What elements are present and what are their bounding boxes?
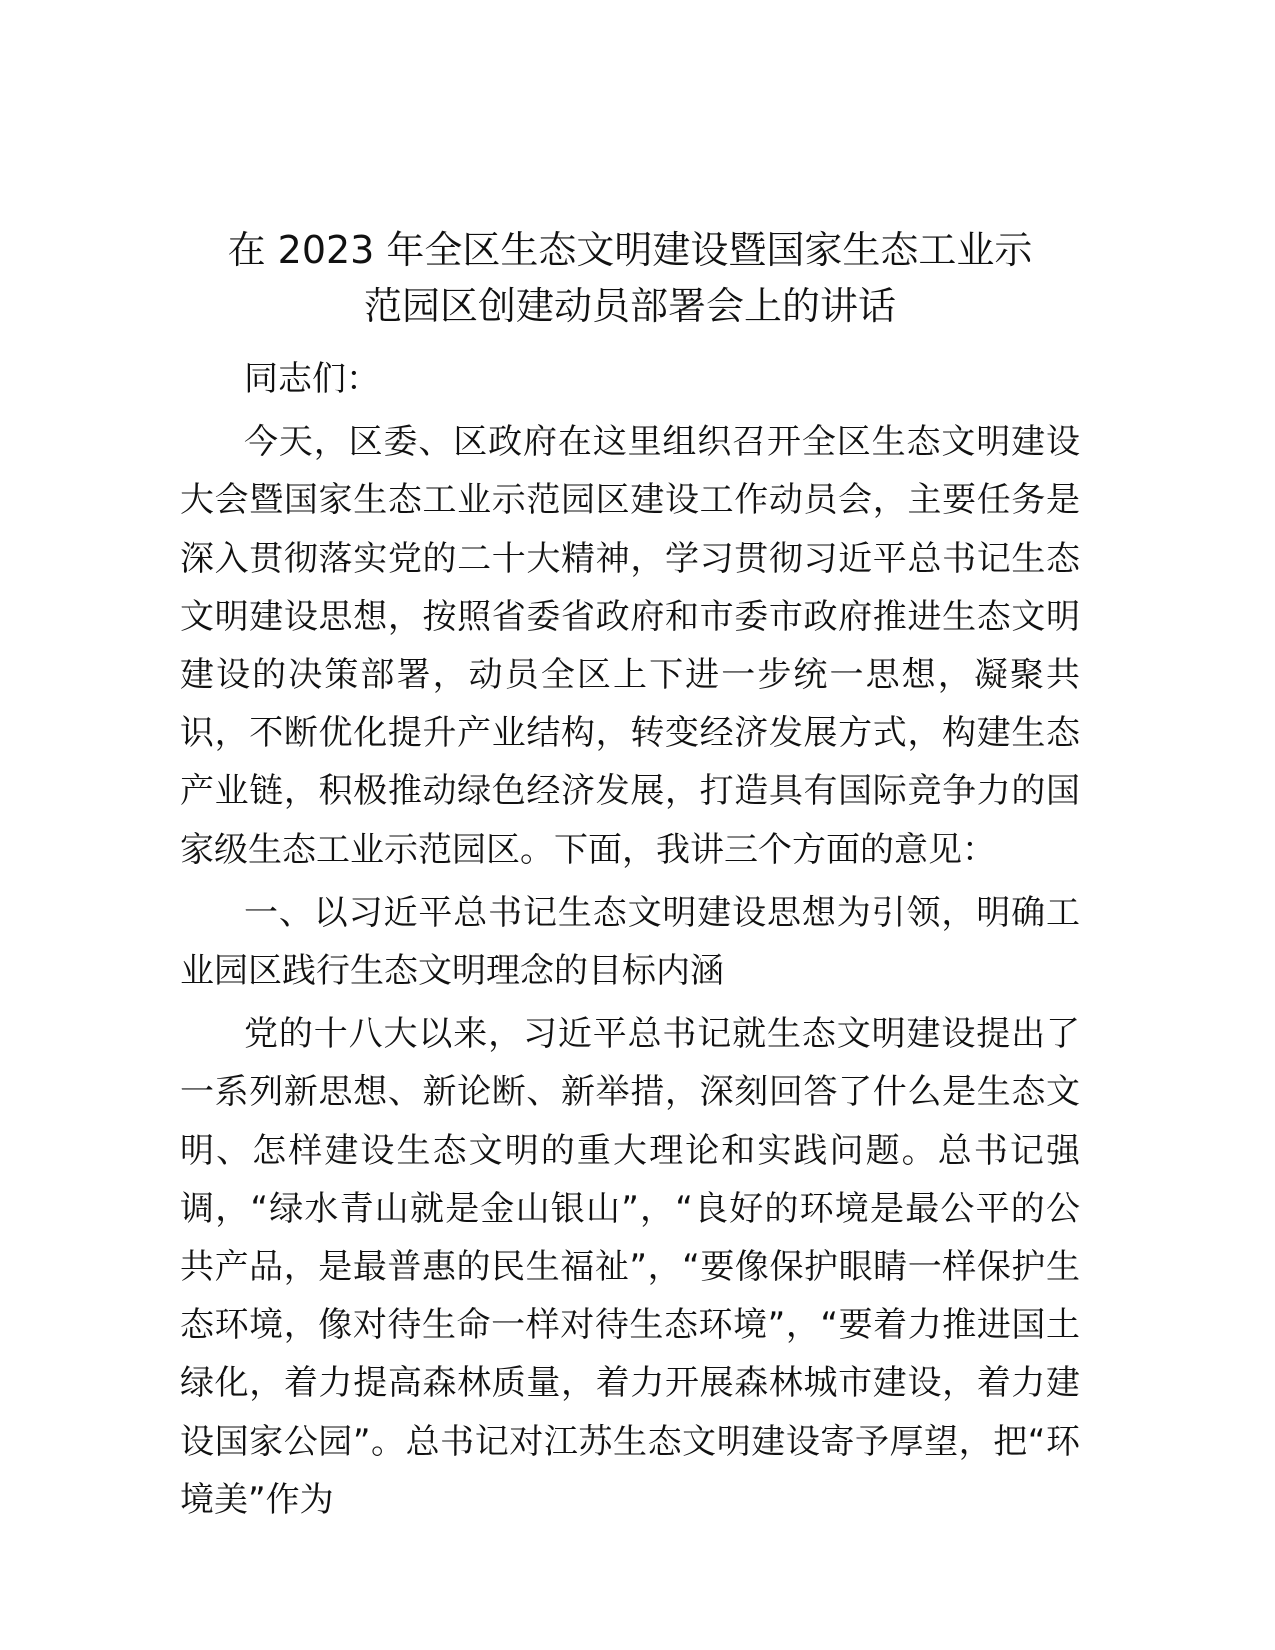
paragraph-introduction: 今天，区委、区政府在这里组织召开全区生态文明建设大会暨国家生态工业示范园区建设工作动员会，主要任务是深入贯彻落实党的二十大精神，学习贯彻习近平总书记生态文明建设思想，按照省委省政府和市委市政府推进生态文明建设的决策部署，动员全区上下进一步统一思想，凝聚共识，不断优化提升产业结构，转变经济发展方式，构建生态产业链，积极推动绿色经济发展，打造具有国际竞争力的国家级生态工业示范园区。下面，我讲三个方面的意见： <box>180 422 1080 870</box>
title-line-2: 范园区创建动员部署会上的讲话 <box>363 284 896 328</box>
section-heading-1: 一、以习近平总书记生态文明建设思想为引领，明确工业园区践行生态文明理念的目标内涵 <box>180 892 1080 992</box>
paragraph-section-1: 党的十八大以来，习近平总书记就生态文明建设提出了一系列新思想、新论断、新举措，深刻回答了什么是生态文明、怎样建设生态文明的重大理论和实践问题。总书记强调，“绿水青山就是金山银山”，“良好的环境是最公平的公共产品，是最普惠的民生福祉”，“要像保护眼睛一样保护生态环境，像对待生命一样对待生态环境”，“要着力推进国土绿化，着力提高森林质量，着力开展森林城市建设，着力建设国家公园”。总书记对江苏生态文明建设寄予厚望，把“环境美”作为 <box>180 1014 1080 1520</box>
document-title <box>180 222 1080 334</box>
document-body <box>180 350 1080 1534</box>
title-line-1: 在 2023 年全区生态文明建设暨国家生态工业示 <box>227 228 1033 272</box>
salutation: 同志们： <box>244 359 380 399</box>
